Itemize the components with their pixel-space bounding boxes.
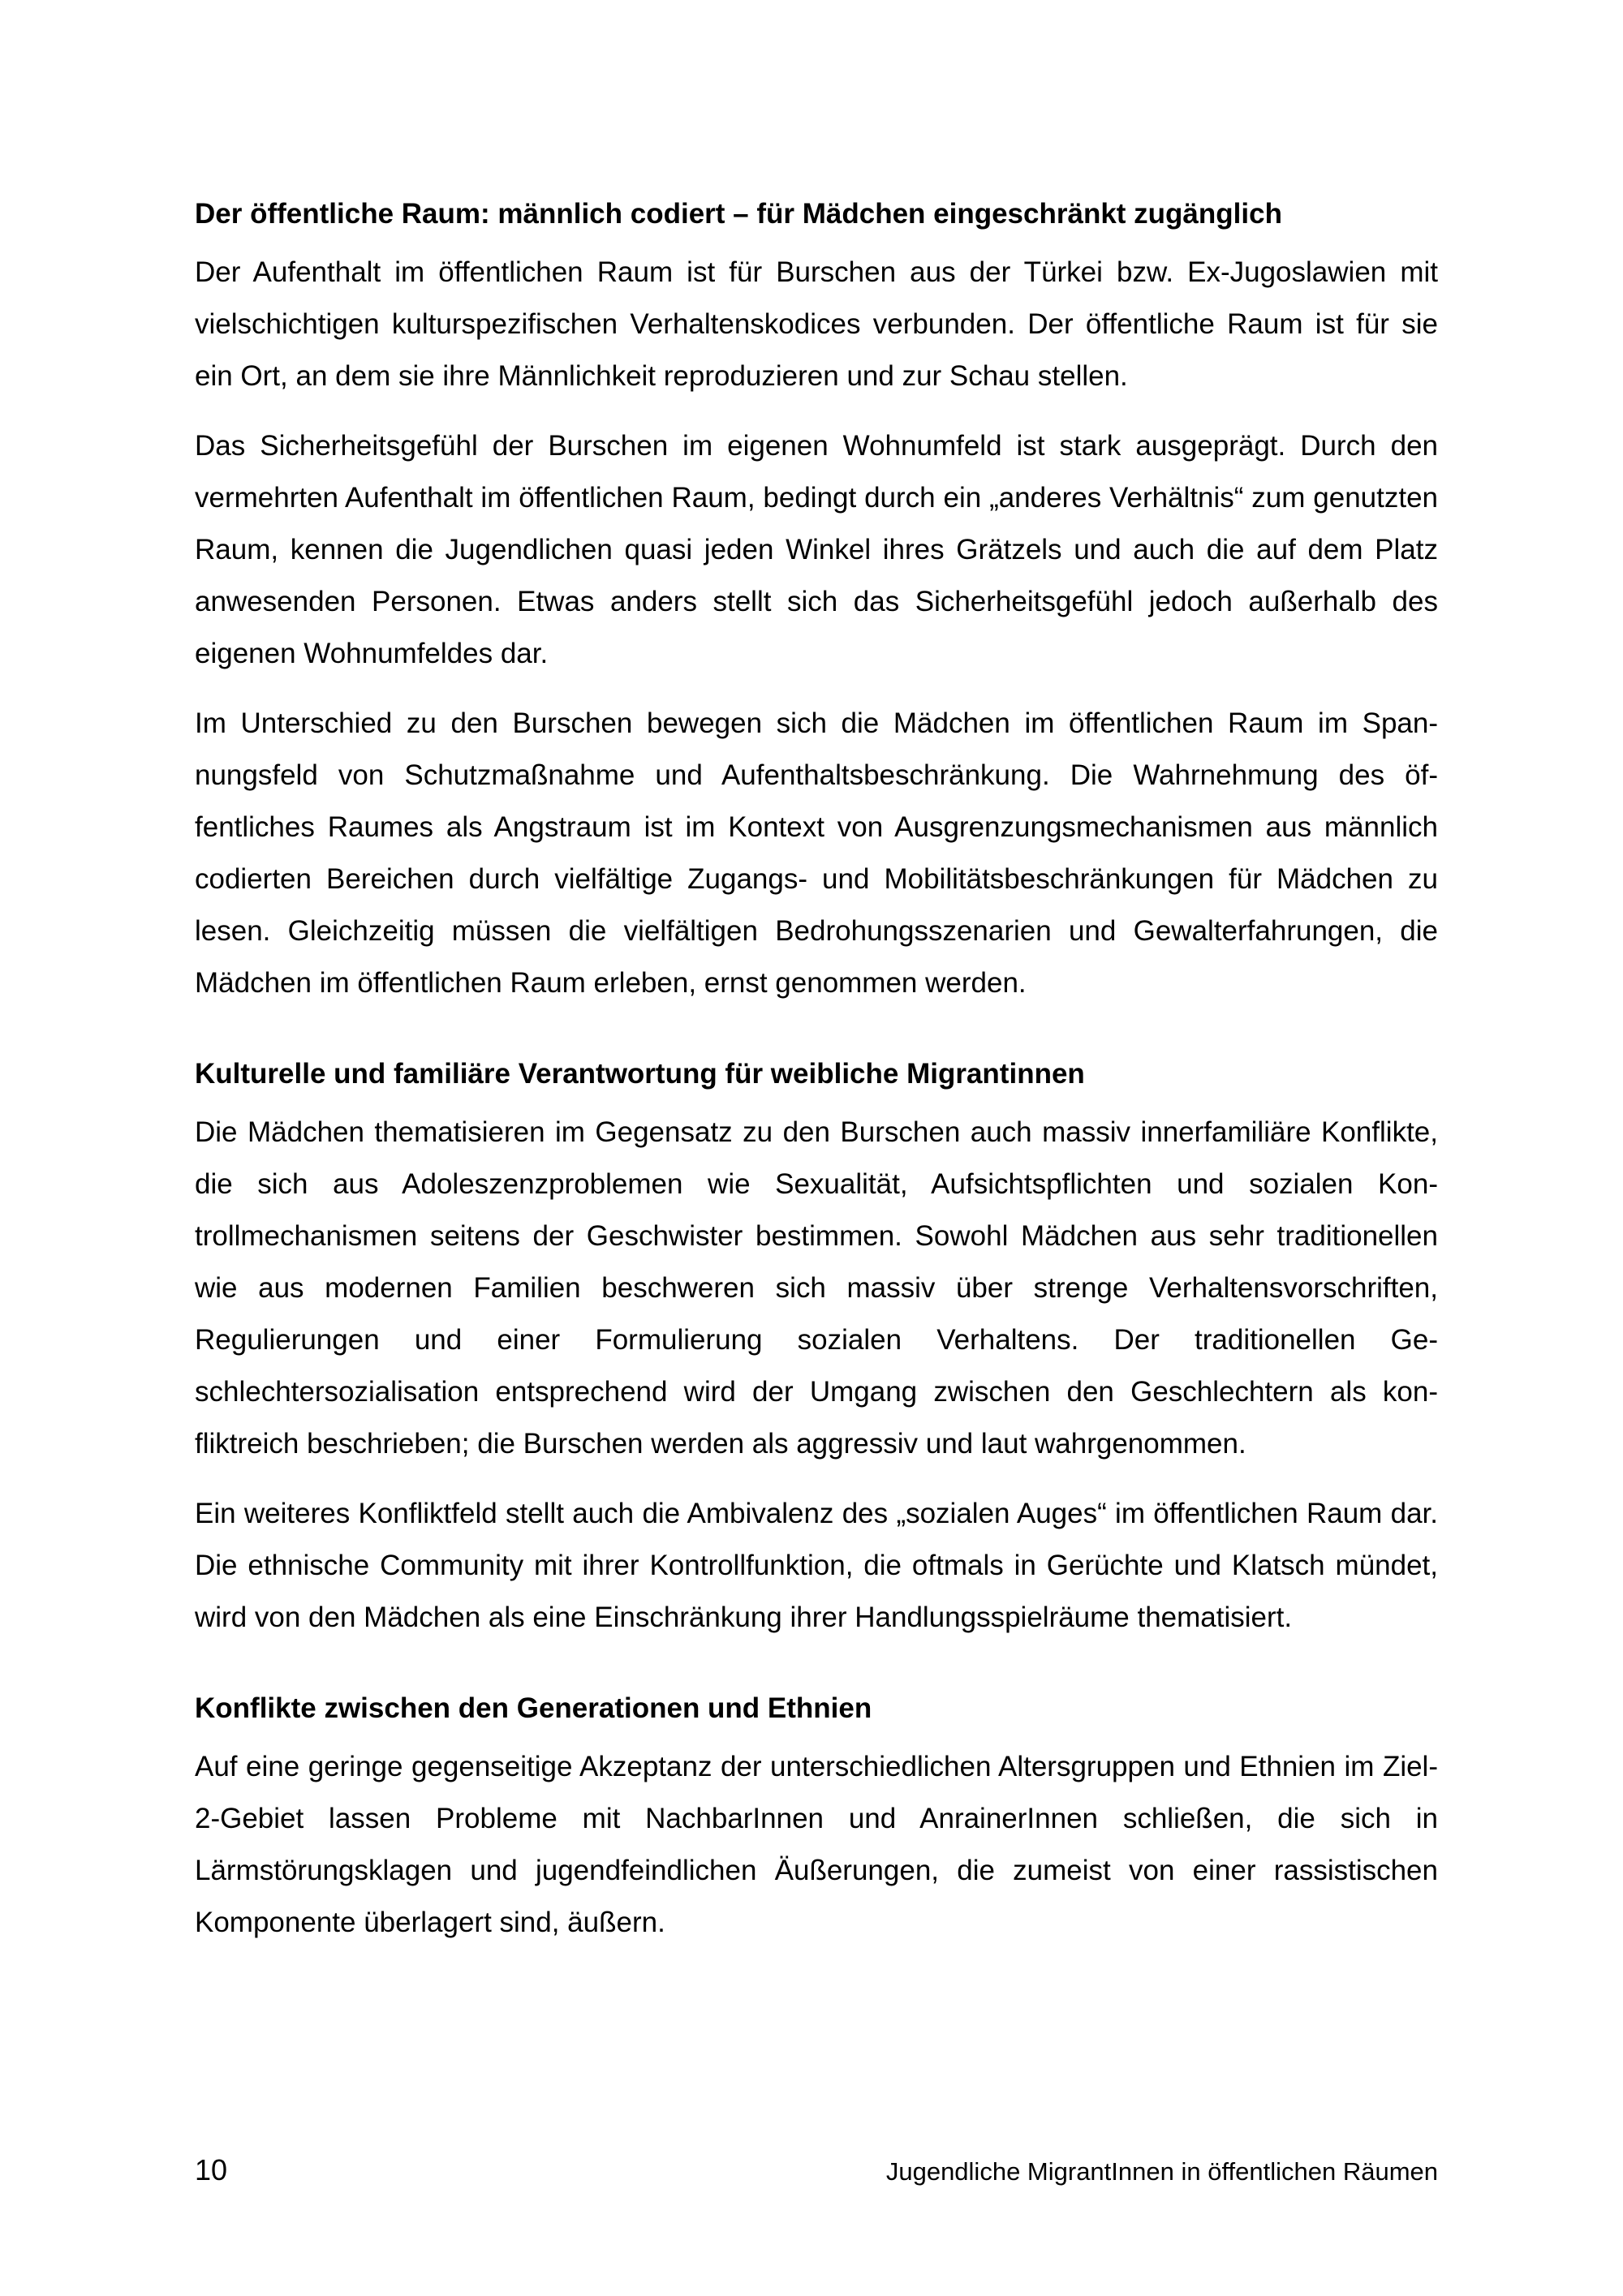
- running-title: Jugendliche MigrantInnen in öffentlichen Räumen: [885, 2157, 1438, 2186]
- section-heading-cultural-responsibility: Kulturelle und familiäre Verantwortung für weibliche Migrantinnen: [195, 1058, 1085, 1090]
- paragraph: Die Mädchen thematisieren im Gegensatz zu den Burschen auch massiv innerfamiliäre Konflikte, die sich aus Adoleszenzproblemen wie Sexualität, Aufsichtspflichten und sozialen Kontrollmechanismen seitens der Geschwister bestimmen. Sowohl Mädchen aus sehr traditionellen wie aus modernen Familien beschweren sich massiv über strenge Verhaltensvorschriften, Regulierungen und einer Formulierung sozialen Verhaltens. Der traditionellen Geschlechtersozialisation entsprechend wird der Umgang zwischen den Geschlechtern als konfliktreich beschrieben; die Burschen werden als aggressiv und laut wahrgenommen.: [195, 1116, 1438, 1460]
- paragraph: Das Sicherheitsgefühl der Burschen im eigenen Wohnumfeld ist stark ausgeprägt. Durch den vermehrten Aufenthalt im öffentlichen Raum, bedingt durch ein „anderes Verhältnis“ zum genutzten Raum, kennen die Jugendlichen quasi jeden Winkel ihres Grätzels und auch die auf dem Platz anwesenden Personen. Etwas anders stellt sich das Sicherheitsgefühl jedoch außerhalb des eigenen Wohnumfeldes dar.: [195, 430, 1438, 669]
- paragraph: Der Aufenthalt im öffentlichen Raum ist für Burschen aus der Türkei bzw. Ex-Jugoslawien mit vielschichtigen kulturspezifischen Verhaltenskodices verbunden. Der öffentliche Raum ist für sie ein Ort, an dem sie ihre Männlichkeit reproduzieren und zur Schau stellen.: [195, 256, 1438, 392]
- section-heading-public-space: Der öffentliche Raum: männlich codiert – für Mädchen eingeschränkt zugänglich: [195, 198, 1282, 230]
- paragraph: Im Unterschied zu den Burschen bewegen sich die Mädchen im öffentlichen Raum im Spannungsfeld von Schutzmaßnahme und Aufenthaltsbeschränkung. Die Wahrnehmung des öffentliches Raumes als Angstraum ist im Kontext von Ausgrenzungsmechanismen aus männlich codierten Bereichen durch vielfältige Zugangs- und Mobilitätsbeschränkungen für Mädchen zu lesen. Gleichzeitig müssen die vielfältigen Bedrohungsszenarien und Gewalterfahrungen, die Mädchen im öffentlichen Raum erleben, ernst genommen werden.: [195, 707, 1438, 999]
- paragraph: Ein weiteres Konfliktfeld stellt auch die Ambivalenz des „sozialen Auges“ im öffentlichen Raum dar. Die ethnische Community mit ihrer Kontrollfunktion, die oftmals in Gerüchte und Klatsch mündet, wird von den Mädchen als eine Einschränkung ihrer Handlungsspielräume thematisiert.: [195, 1498, 1438, 1633]
- paragraph: Auf eine geringe gegenseitige Akzeptanz der unterschiedlichen Altersgruppen und Ethnien im Ziel-2-Gebiet lassen Probleme mit NachbarInnen und AnrainerInnen schließen, die sich in Lärmstörungsklagen und jugendfeindlichen Äußerungen, die zumeist von einer rassistischen Komponente überlagert sind, äußern.: [195, 1751, 1438, 1938]
- page-number: 10: [195, 2153, 228, 2186]
- document-body: [195, 188, 1438, 1949]
- page-footer: [195, 2153, 1438, 2187]
- section-heading-generational-conflicts: Konflikte zwischen den Generationen und Ethnien: [195, 1692, 872, 1724]
